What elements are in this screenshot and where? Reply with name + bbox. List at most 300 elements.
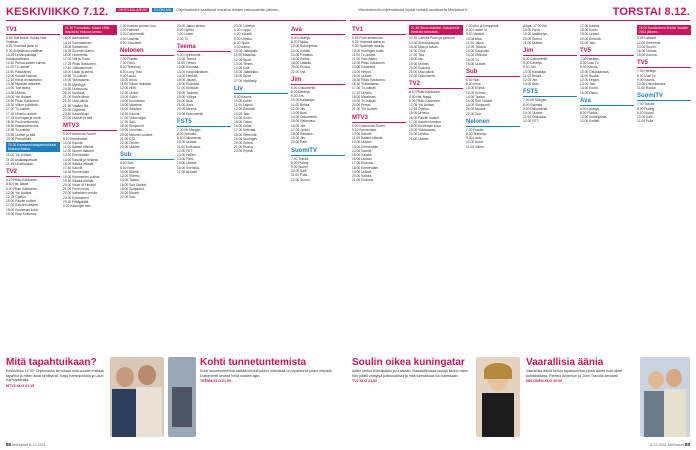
program-listing: 18.00 Kuoleman kuva. xyxy=(409,124,442,129)
program-listing: 13.30 Emmerdale. xyxy=(63,153,90,158)
program-listing: 8.00 Pulling. xyxy=(291,160,310,165)
program-listing: 14.00 Elokuva. xyxy=(466,53,488,58)
program-listing: 8.00 Uusi Tv. xyxy=(637,73,657,78)
program-listing: 8.00 Svenskt. xyxy=(523,102,543,107)
channel-heading: TV2 xyxy=(6,168,60,177)
program-listing: 20.00 Nelonen uutiset. xyxy=(120,132,153,137)
program-listing: 17.00 Viikonloppu. xyxy=(120,115,148,120)
feature-title: Kohti tunnetuntemista xyxy=(200,357,307,368)
program-listing: 11.00 Salatut elämät. xyxy=(352,136,383,141)
legend-tag-review: OHJELMA-ARVIO xyxy=(118,8,148,12)
program-listing: 9.00 Laulu. xyxy=(120,73,137,78)
feature-text: Kohti tunnetuntemista esittää ihmisiä joiden elämässä on tapahtunut jotain erityistä. Dokumentti seuraa heitä vuoden ajan. xyxy=(200,369,333,378)
program-listing: 19.00 Leipuri. xyxy=(580,32,600,37)
program-listing: 10.00 Kalastaja. xyxy=(523,69,547,74)
program-listing: 11.00 Tv-uutiset. xyxy=(6,65,31,70)
program-listing: 21.00 Yle Uutiset. xyxy=(352,107,378,112)
program-listing: 21.00 Pelon hinta. xyxy=(63,187,90,192)
program-listing: 23.00 Uutiset ja sää. xyxy=(63,116,94,121)
program-listing: 16.00 Uutiset. xyxy=(466,61,487,66)
program-listing: 19.00 Uutiset. xyxy=(409,61,430,66)
program-listing: 13.00 Kaupunkilaiset. xyxy=(177,69,209,74)
feature-text: Keskiviikko 12.00. Ohjelmassa kerrotaan mitä vuoden mittaan tapahtui ja miten asiat kehittyivät. Katja Kemmivirtalla ja Lauri Karhuvaaralla. xyxy=(6,369,105,383)
program-listing: 15.00 Uutiset. xyxy=(177,161,198,166)
program-listing: 14.00 Suomi. xyxy=(637,44,657,49)
program-listing: 7.00 Herätys. xyxy=(637,69,657,74)
program-listing: 19.00 Ykkösaamu. xyxy=(63,78,91,83)
feature-story-2 xyxy=(526,357,636,437)
program-listing: 8.00 Sport. xyxy=(234,40,251,45)
program-listing: 12.00 Uutiset. xyxy=(352,140,373,145)
program-listing: 17.00 Tv-uutiset. xyxy=(352,86,377,91)
program-listing: 23.00 Lähetys. xyxy=(234,24,256,28)
listing-column xyxy=(177,24,231,354)
program-listing: 23.00 Dokumentti. xyxy=(177,111,204,116)
program-listing: 2.00 Tv. xyxy=(177,36,189,41)
program-listing: 21.00 Uutiset. xyxy=(523,40,544,45)
channel-heading: Nelonen xyxy=(120,47,174,56)
program-listing: 8.50 Hei, tässä. xyxy=(6,182,29,187)
program-listing: 22.00 Meerut. xyxy=(177,107,198,112)
program-listing: 22.00 Dokumentti. xyxy=(409,74,436,79)
program-listing: 20.00 Suomi. xyxy=(523,36,543,41)
program-listing: 14.00 Tsatsa. xyxy=(120,178,140,183)
program-listing: 14.10 Suomalainen. xyxy=(63,40,93,45)
program-listing: 5.55 Puoli seitsemän. xyxy=(352,36,384,40)
program-listing: 17.10 Urheilu. xyxy=(352,90,373,95)
program-listing: 9.30 Sydämen asialla. xyxy=(352,44,385,49)
footer-publication: MeNaiset xyxy=(12,443,29,447)
program-listing: 5.55 Tosi tarina: Kukka Hew xyxy=(6,36,47,40)
program-listing: 10.00 Ostoskanava. xyxy=(580,69,610,74)
program-listing: 10.00 Kauniit. xyxy=(352,132,373,137)
program-listing: 16.30 Ohut. xyxy=(409,49,427,54)
channel-heading: TV1 xyxy=(352,26,406,35)
program-listing: 20.00 Elokuva. xyxy=(409,65,431,70)
header-rule xyxy=(350,20,690,21)
feature-photo-couple xyxy=(110,357,164,437)
program-listing: 10.00 Elämä. xyxy=(466,86,486,91)
program-listing: 12.00 Kimmo. xyxy=(120,174,141,179)
program-listing: 13.30 Nipakan askeleet. xyxy=(6,82,42,87)
program-listing: 16.00 Uutiset. xyxy=(352,157,373,162)
program-listing: 21.00 Uusi päivä. xyxy=(409,70,435,75)
program-listing: 10.00 Teema. xyxy=(177,57,197,62)
page-subheading xyxy=(116,8,280,12)
program-listing: 14.00 Dokumentti. xyxy=(291,115,318,120)
program-listing: 23.00 Uutiset. xyxy=(120,145,141,150)
program-listing: 0.20 Kauhujen talo. xyxy=(63,203,92,208)
program-listing: 8.00 Teleshop. xyxy=(120,65,142,70)
channel-heading: FST5 xyxy=(177,118,231,127)
program-listing: 10.00 Kotiohjelma. xyxy=(291,44,319,49)
program-listing: 16.00 Uutiset. xyxy=(637,49,658,54)
program-listing: 10.00 Anna. xyxy=(466,140,484,145)
program-listing: 16.00 Salatut elämät. xyxy=(63,161,95,166)
listing-column xyxy=(63,24,117,354)
program-listing: 12.00 Jim. xyxy=(523,78,539,83)
highlighted-program: 21.45 Sinun elämäsi. Dokumentti ihmisten tarinoista. xyxy=(409,25,463,35)
program-listing: 16.00 Huomenta. xyxy=(63,53,89,58)
program-listing: 15.00 Ostos. xyxy=(234,120,253,125)
program-listing: 20.10 Kulttuuri. xyxy=(63,91,86,96)
program-listing: 21.00 Yle Uutiset. xyxy=(6,153,32,158)
program-listing: 9.10 Emmerdale. xyxy=(63,136,89,141)
channel-heading: Teema xyxy=(177,43,231,52)
program-listing: 6.25 Yhdessä aamu tv. xyxy=(352,40,386,45)
program-listing: 17.00 Kotimaa. xyxy=(234,128,257,133)
program-listing: 6.00 Urheilu. xyxy=(234,36,253,41)
program-listing: 1.00 Korean sininen kuu. xyxy=(120,24,157,28)
listing-column xyxy=(6,24,60,354)
program-listing: 10.00 Kotiohjelma. xyxy=(580,115,608,120)
program-listing: 10.40 Puhua kaiken varma. xyxy=(6,61,47,66)
program-listing: 22.00 Kylmä. xyxy=(234,149,254,154)
program-listing: 18.00 Kuoleman kuva. xyxy=(6,207,39,212)
program-listing: 22.00 Sub. xyxy=(466,111,482,116)
program-listing: 22.00 Nyt. xyxy=(291,69,307,74)
program-listing: 19.00 Jim. xyxy=(291,136,307,141)
program-listing: 18.00 Kotiin. xyxy=(580,28,599,33)
program-listing: 12.00 Nuoret lääkärit. xyxy=(63,149,95,154)
program-listing: 20.00 Ralli. xyxy=(291,140,308,145)
program-listing: 9.00 Suomi. xyxy=(637,110,655,115)
program-listing: 12.00 FST. xyxy=(177,148,193,153)
program-listing: 15.05 Seitsemän. xyxy=(63,44,89,49)
program-listing: 21.45 Urheiluruutu. xyxy=(6,161,35,166)
program-listing: 20.00 Sohva. xyxy=(234,141,254,146)
program-listing: 11.05 Pääuutiset. xyxy=(6,69,32,74)
program-listing: 12.00 Leipuri. xyxy=(580,78,600,83)
program-listing: Kesäkaloillessa. xyxy=(6,57,30,62)
program-listing: 9.00 Valtava. xyxy=(466,32,486,37)
program-listing: 16.00 Jim. xyxy=(291,123,307,128)
program-listing: 19.00 Kino Kossmos. xyxy=(6,211,38,216)
program-listing: 14.00 Tsatsa. xyxy=(466,94,486,99)
program-listing: 21.00 Elokuva. xyxy=(352,178,374,183)
program-listing: 10.00 Maa. xyxy=(466,36,483,41)
program-listing: 12.30 Uudet. xyxy=(120,90,139,95)
highlighted-program: 21.30 Pomoriisto. Suomi 1996. Iltapäivän elokuva kertoo. xyxy=(63,25,117,35)
channel-heading: MTV3 xyxy=(352,114,406,123)
program-listing: 9.00 Pikku Kakkonen. xyxy=(409,98,441,103)
program-listing: 18.00 Maailman. xyxy=(352,94,377,99)
program-listing: 16.00 Aamukahvit. xyxy=(63,36,91,41)
program-listing: 17.00 Elokuva. xyxy=(352,161,374,166)
program-listing: 8.50 Hei, tässä. xyxy=(409,94,432,99)
program-listing: 15.00 Maailma. xyxy=(120,103,143,108)
program-listing: 7.30 Pauli. xyxy=(120,61,136,66)
program-listing: 19.00 Kuningas. xyxy=(234,136,258,141)
program-listing: 15.00 Japani. xyxy=(177,78,197,83)
program-listing: 6.00 Sub. xyxy=(120,161,135,166)
feature-photo-people xyxy=(640,357,690,437)
highlighted-program: 20.30 Kansanedustajaehdokkaat Mukana illassa. xyxy=(6,142,60,152)
program-listing: 21.20 Asiakaspalaute. xyxy=(6,157,39,162)
program-listing: 15.00 Jääkiekko. xyxy=(234,70,259,75)
program-listing: 21.00 CSI. xyxy=(120,136,136,141)
program-listing: 13.00 Tennis. xyxy=(234,61,254,66)
feature-text: Vaarallisia ääniä kertoo tapahtumista joissa äänet ovat olleet kohtalokkaita. Pamela Anderson ja John Travolta kertovat. xyxy=(526,369,623,378)
program-listing: 11.00 Ruoka. xyxy=(580,73,600,78)
program-listing: 12.00 Hiitti. xyxy=(120,86,137,91)
program-listing: 6.00 Sub. xyxy=(466,78,481,83)
program-listing: 8.00 Ruoka. xyxy=(580,111,598,116)
listing-columns xyxy=(352,24,691,354)
program-listing: 19.30 Tv-uutiset. xyxy=(352,99,377,104)
channel-heading: Nelonen xyxy=(466,118,520,127)
program-listing: 10.00 Uutiset. xyxy=(177,140,198,145)
program-listing: 16.00 Päivän uutiset. xyxy=(409,115,440,120)
program-listing: 10.00 Elämä. xyxy=(120,169,140,174)
program-listing: 9.00 Suomi. xyxy=(291,165,309,170)
feature-airtime: TEEMA KLO 21.00 xyxy=(200,379,232,384)
program-listing: 17.10 Urheilu-uutiset. xyxy=(6,111,38,116)
channel-heading: TV1 xyxy=(6,26,60,35)
program-listing: 10.00 Kauniit. xyxy=(63,140,84,145)
program-listing: 11.00 Maailma. xyxy=(234,53,257,58)
program-listing: 16.00 Elokuvat. xyxy=(177,82,200,87)
program-listing: 18.00 Taidetta. xyxy=(177,90,199,95)
program-listing: 7.00 Tractor. xyxy=(637,102,656,107)
program-listing: 8.00 Lähetys. xyxy=(523,61,543,66)
program-listing: 16.00 Kolme. xyxy=(291,57,311,62)
program-listing: 14.30 Siivouskaupat. xyxy=(409,40,440,45)
program-listing: 17.30 Sali. xyxy=(120,120,136,125)
program-listing: 7.00 Mr Morgan. xyxy=(177,127,202,132)
program-listing: 18.00 Simpsonit. xyxy=(120,124,145,129)
program-listing: 12.00 Toistoa. xyxy=(466,45,487,50)
program-listing: 11.00 Kotiruoka. xyxy=(177,144,201,149)
program-listing: 17.25 Pikku Kakkonen. xyxy=(63,61,97,66)
program-listing: 16.00 Sub Uutiset. xyxy=(120,182,148,187)
page-footer xyxy=(6,442,46,447)
program-listing: 10.00 Jalkapallo. xyxy=(234,49,259,54)
program-listing: 12.05 Yle Uutiset. xyxy=(6,190,32,195)
program-listing: 10.20 Leivänpaistaja xyxy=(6,52,37,57)
program-listing: 9.00 Dokumentti. xyxy=(177,136,202,141)
program-listing: 16.00 Svenska. xyxy=(177,165,200,170)
program-listing: 12.00 Kimmo. xyxy=(466,90,487,95)
program-listing: 11.00 Tv-uutiset. xyxy=(352,52,377,57)
program-listing: 14.00 Kuninkaan. xyxy=(120,99,146,104)
program-listing: 16.00 Sub Uutiset. xyxy=(466,99,494,104)
program-listing: 19.55 Uutiset ja sää. xyxy=(6,132,37,137)
program-listing: 16.30 Kaunis. xyxy=(120,111,141,116)
program-listing: 17.40 Jukkasuomen. xyxy=(63,65,94,70)
feature-text: Adele kertoo elämästään ja urastaan. Haastattelussa laulaja kertoo miksi hän päätti vetäytyä julkisuudesta ja mitä tulevaisuus tuo tullessaan. xyxy=(352,369,468,378)
feature-airtime: NELONEN KLO 20.00 xyxy=(526,379,563,384)
program-listing: 8.00 Ihme. xyxy=(466,82,482,87)
program-listing: 14.00 Henkilö. xyxy=(177,73,199,78)
program-listing: 8.00 Teleshop. xyxy=(466,132,488,137)
program-listing: 12.00 Pikku Kakkonen. xyxy=(352,61,386,66)
listing-column xyxy=(523,24,577,354)
program-listing: 18.00 Emmerdale. xyxy=(352,165,379,170)
program-listing: 1.00 Yöraitti. xyxy=(234,32,253,37)
program-listing: 15.00 Salatut. xyxy=(352,153,373,158)
program-listing: 9.00 Jim. xyxy=(291,94,305,99)
program-listing: 19.00 Yölinja. xyxy=(177,94,197,99)
program-listing: 21.00 Kuule tämä. xyxy=(63,95,90,100)
program-listing: Aitoja. 17.00 Kiri. xyxy=(523,24,548,28)
program-listing: Yorkista. xyxy=(6,40,19,45)
program-listing: 12.00 Kotiäiti. xyxy=(580,119,600,124)
program-listing: 11.00 Jakso. xyxy=(466,40,485,45)
program-listing: 18.00 Kotona. xyxy=(637,53,658,58)
program-listing: 15.30 Pikku Kakkonen. xyxy=(352,78,386,83)
program-listing: 18.00 Laulu ja tarina. xyxy=(63,70,94,75)
program-listing: 8.00 Ihme. xyxy=(120,165,136,170)
program-listing: 18.50 Ilmastonmuutos. xyxy=(6,124,40,129)
program-listing: 14.00 Kauniit ja rohkeat. xyxy=(63,157,99,162)
program-listing: 11.05 Ylen Aamu. xyxy=(352,57,378,62)
program-listing: 10.00 Kotiin. xyxy=(234,99,253,104)
feature-airtime: TV2 KLO 21.00 xyxy=(352,379,378,384)
program-listing: 20.00 Emäntä. xyxy=(580,36,602,41)
channel-heading: Ava xyxy=(291,26,345,35)
program-listing: 10.00 Salil. xyxy=(291,169,308,174)
program-listing: 13.00 Auto. xyxy=(291,111,308,116)
listing-columns xyxy=(6,24,345,354)
program-listing: 14.00 Helpot. xyxy=(352,69,372,74)
program-listing: 6.10 Pikku Kakkonen. xyxy=(409,90,441,95)
program-listing: 13.00 Kantelerit. xyxy=(352,65,377,70)
program-listing: 13.00 Talo. xyxy=(580,82,597,87)
program-listing: 9.30 Suljettavan osalliset. xyxy=(6,48,44,53)
program-listing: 9.00 Kaunis. xyxy=(580,65,599,70)
program-listing: 12.00 Kotiäiti. xyxy=(291,48,311,53)
listing-column xyxy=(120,24,174,354)
program-listing: 6.25 Yhdessä jamu tv. xyxy=(6,44,39,49)
program-listing: 1.00 Uudet. xyxy=(177,32,195,37)
program-listing: 15.35 Suomen Aamu. xyxy=(63,49,95,54)
program-listing: 19.00 Vuorinen. xyxy=(120,128,144,133)
program-listing: 16.00 Sport. xyxy=(234,74,252,79)
program-listing: 17.30 Kauniit. xyxy=(63,166,84,171)
program-listing: 12.00 Kertomus. xyxy=(637,40,662,45)
program-listing: 6.00 Lähetys. xyxy=(580,106,600,111)
page-subheading: Viimeisimmät ohjelmatiedot löydät netistä osoitteesta MeNaiset.fi. xyxy=(358,8,469,12)
legend-tag-movie: ELOKUVA xyxy=(154,8,172,12)
channel-heading: Ava xyxy=(580,97,634,106)
program-listing: 17.00 Kulttuuri. xyxy=(177,86,200,91)
program-listing: 16.30 Viikon pohdinta. xyxy=(6,103,39,108)
page-date-header: KESKIVIIKKO 7.12. xyxy=(6,6,109,18)
program-listing: 5.45 Lakkarit. xyxy=(637,36,657,41)
program-listing: 8.00 Ruoka. xyxy=(291,40,309,45)
highlighted-program: 18.00 Kaukkokenn Kaikki Vuoden 2011 jälkeen. xyxy=(637,25,691,35)
program-listing: 6.00 Lähetys. xyxy=(291,36,311,40)
program-listing: 7.00 Aku ja kumppanit. xyxy=(466,24,500,28)
program-listing: 11.00 Ruoka. xyxy=(637,86,657,91)
program-listing: 12.00 Kotimaa. xyxy=(177,65,200,70)
program-listing: 20.00 Urheilu. xyxy=(409,132,430,137)
program-listing: 16.30 Ykkösaamu. xyxy=(352,82,380,87)
subheading-text: Ohjelmatiedot saattavat muuttua lehden painovalmiin jälkeen. xyxy=(176,8,280,12)
program-listing: 20.00 Salatut. xyxy=(352,174,373,179)
program-listing: 18.00 Lääkäri. xyxy=(291,61,312,66)
channel-heading: MTV3 xyxy=(63,122,117,131)
program-listing: 19.00 Kymmenen uutiset. xyxy=(63,174,101,179)
program-listing: 11.00 Viikon rankaisu. xyxy=(120,82,153,87)
program-listing: 14.00 Filmi. xyxy=(177,157,195,162)
program-listing: 11.00 Yleiset. xyxy=(177,61,197,66)
feature-story-1 xyxy=(6,357,106,437)
program-listing: 8.30 Luxy Trav. xyxy=(120,69,143,74)
feature-photo-singer xyxy=(476,357,520,437)
program-listing: 6.10 Pikku Kakkonen. xyxy=(6,178,38,183)
program-listing: 20.00 Muumi. xyxy=(120,190,140,195)
program-listing: 3.00 Dokumentti. xyxy=(120,32,145,37)
program-listing: 13.00 Kaupunki. xyxy=(466,49,490,54)
program-listing: 6.00 Dokumentti. xyxy=(291,85,316,90)
program-listing: 21.50 Vaalien ilta. xyxy=(63,103,89,108)
program-listing: 19.30 Myrkkyjä. xyxy=(63,82,87,87)
program-listing: 11.00 Viikon. xyxy=(466,144,485,149)
program-listing: 14.00 Pelastus. xyxy=(291,52,314,57)
program-listing: 9.00 Aamu. xyxy=(234,45,251,50)
program-listing: 20.00 Muumi. xyxy=(466,107,486,112)
program-listing: 11.00 Rekka. xyxy=(291,102,311,107)
program-listing: 18.00 Simpsonit. xyxy=(466,103,491,108)
program-listing: 18.00 Remontti. xyxy=(234,132,258,137)
program-listing: 23.00 Jakso pintaa. xyxy=(177,24,206,28)
channel-heading: Liv xyxy=(234,85,288,94)
program-listing: 19.30 Salatut elämät. xyxy=(63,178,95,183)
listing-column xyxy=(580,24,634,354)
program-listing: 8.00 Svenskt. xyxy=(177,132,197,137)
program-listing: 15.00 Uutiset. xyxy=(352,73,373,78)
program-listing: 0.00 Loppu. xyxy=(234,28,252,33)
program-listing: 10.00 Ostoskanava. xyxy=(637,82,667,87)
channel-heading: TV5 xyxy=(637,59,691,68)
program-listing: 10.00 Kalastaja. xyxy=(291,98,315,103)
program-listing: 9.00 Opintotunti. xyxy=(177,52,202,57)
program-listing: 17.00 Kaunis. xyxy=(580,24,601,28)
program-listing: 13.00 Hallen. xyxy=(177,153,197,158)
program-listing: 21.00 Ruoka. xyxy=(234,145,254,150)
channel-heading: FST5 xyxy=(523,88,577,97)
channel-heading: Jim xyxy=(291,76,345,85)
program-listing: 12.10 Keksi arvaamaton. xyxy=(6,78,43,83)
program-listing: 23.00 Kymmenen. xyxy=(63,195,90,200)
listing-column xyxy=(409,24,463,354)
program-listing: 17.00 Talo. xyxy=(409,53,426,58)
program-listing: 12.15 Opetus. xyxy=(409,107,430,112)
program-listing: 10.00 Kuningas Kulta. xyxy=(352,48,385,53)
program-listing: 7.00 Tractor. xyxy=(291,156,310,161)
program-listing: 20.00 Asia. xyxy=(177,99,194,104)
program-listing: 12.05 Yle Uutiset. xyxy=(409,103,435,108)
program-listing: 21.00 Ikoni. xyxy=(177,103,195,108)
program-listing: 11.00 Salatut elämät. xyxy=(63,145,94,150)
program-listing: 19.50 Uutisvuosi. xyxy=(63,86,89,91)
program-listing: 15.00 Urheilu. xyxy=(409,111,430,116)
feature-story-2 xyxy=(200,357,342,437)
program-listing: 12.10 Camilla Pluen ja perinnet. xyxy=(409,36,456,41)
program-listing: 23.30 Pitkäpäällä. xyxy=(63,199,90,204)
program-listing: 9.00 Jim. xyxy=(523,65,537,70)
feature-story-1 xyxy=(352,357,472,437)
program-listing: 17.00 Villi ja Tuuni. xyxy=(63,57,91,62)
channel-heading: TV2 xyxy=(409,80,463,89)
listing-column xyxy=(466,24,520,354)
program-listing: 8.00 Lasten tv. xyxy=(466,28,488,33)
program-listing: 18.00 Simpsonit. xyxy=(120,186,145,191)
program-listing: 4.00 Uusinta. xyxy=(120,36,140,41)
program-listing: 7.00 Mr Morgan. xyxy=(523,98,548,103)
